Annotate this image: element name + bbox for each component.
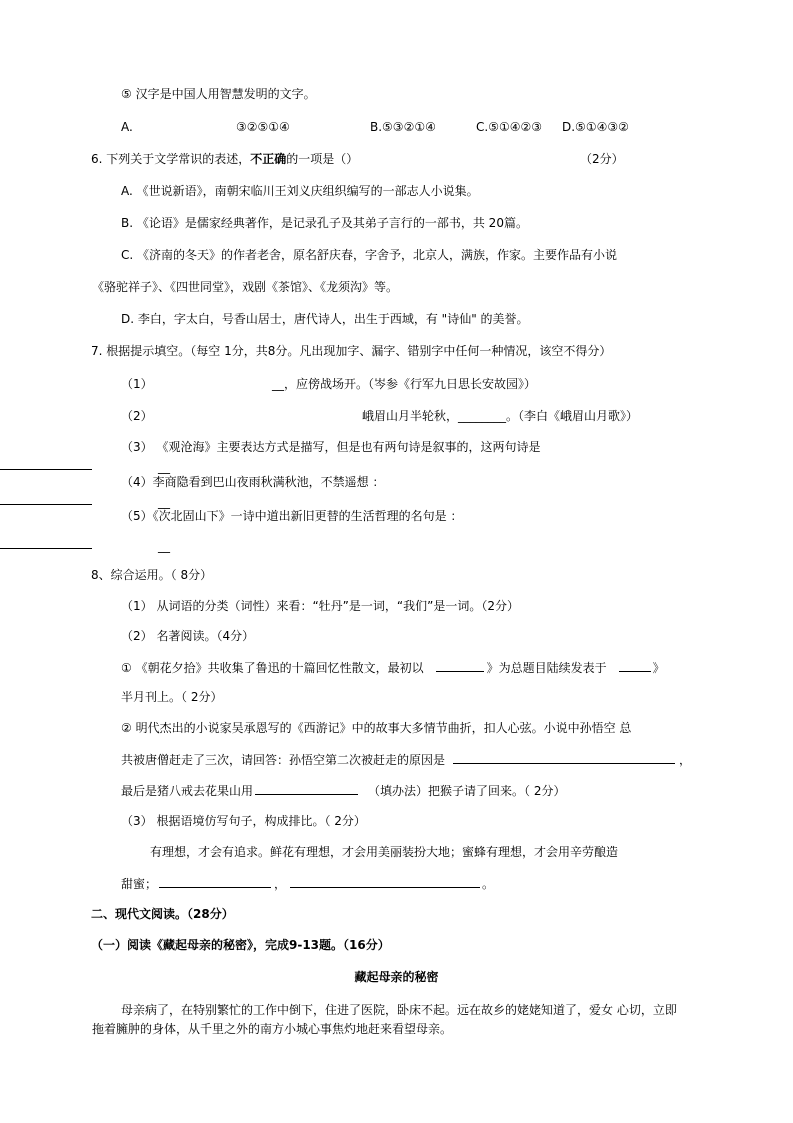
q7-s3-answer-line <box>0 469 92 470</box>
q8-part2b-blank2 <box>255 782 358 795</box>
q7-s2-blank: ________ <box>458 409 507 423</box>
q8-stem: 8、综合运用。（ 8分） <box>91 568 213 582</box>
q8-part3-line2-mid: ， <box>274 877 287 891</box>
q8-part2b-blank1 <box>453 751 675 764</box>
q6-option-c-line1: C. 《济南的冬天》的作者老舍，原名舒庆春，字舍予，北京人，满族，作家。主要作品有小说 <box>121 248 618 262</box>
q7-s2-line <box>362 408 638 424</box>
q8-part2a-blank2 <box>619 659 651 672</box>
q8-part2a-line2: 半月刊上。（ 2分） <box>121 690 223 704</box>
passage-para-line1: 母亲病了，在特别繁忙的工作中倒下，住进了医院，卧床不起。远在故乡的姥姥知道了，爱女 心切，立即 <box>121 1003 677 1017</box>
q5-option-a-value: ③②⑤①④ <box>236 120 290 134</box>
q5-option-d: D.⑤①④③② <box>562 120 629 134</box>
q7-s2-text: 峨眉山月半轮秋， <box>362 409 459 423</box>
q6-option-d: D. 李白，字太白，号香山居士，唐代诗人，出生于西域，有 "诗仙" 的美誉。 <box>121 312 529 326</box>
q8-part1: （1） 从词语的分类（词性）来看：“牡丹”是一词，“我们”是一词。（2分） <box>121 599 519 613</box>
q8-part2: （2） 名著阅读。（4分） <box>121 629 255 643</box>
q8-part2b-line3-pre: 最后是猪八戒去花果山用 <box>121 784 254 798</box>
section2-heading: 二、现代文阅读。（28分） <box>91 907 234 921</box>
q8-part3: （3） 根据语境仿写句子，构成排比。（ 2分） <box>121 814 366 828</box>
q8-part3-line2-end: 。 <box>482 877 495 891</box>
q7-s4-answer-line <box>0 504 92 505</box>
q7-s3-blank: __ <box>158 460 170 474</box>
q6-stem <box>91 151 358 167</box>
q5-option-a-label: A. <box>121 120 133 134</box>
q7-s3: （3） 《观沧海》主要表达方式是描写，但是也有两句诗是叙事的，这两句诗是 <box>121 440 541 454</box>
q5-item5: ⑤ 汉字是中国人用智慧发明的文字。 <box>121 87 316 101</box>
q6-stem-pre: 6. 下列关于文学常识的表述， <box>91 152 251 166</box>
q8-part2b-line2 <box>121 751 691 768</box>
q8-part3-line2-pre: 甜蜜； <box>121 877 158 891</box>
q7-s5-blank: __ <box>158 539 170 553</box>
q7-stem: 7. 根据提示填空。（每空 1分，共8分。凡出现加字、漏字、错别字中任何一种情况，该空不得分） <box>91 344 612 358</box>
q8-part2b-line3-post: （填办法）把猴子请了回来。（ 2分） <box>368 784 566 798</box>
q6-option-c-line2: 《骆驼祥子》、《四世同堂》，戏剧《茶馆》、《龙须沟》等。 <box>92 280 399 294</box>
q8-part3-line2 <box>121 875 494 892</box>
q8-part2a-blank1 <box>436 659 484 672</box>
q8-part2b-line2-pre: 共被唐僧赶走了三次，请回答：孙悟空第二次被赶走的原因是 <box>121 753 446 767</box>
passage-title: 藏起母亲的秘密 <box>354 970 439 984</box>
q7-s2-num: （2） <box>121 409 153 423</box>
q8-part2b-line3 <box>121 782 565 799</box>
q8-part2b-line1: ② 明代杰出的小说家吴承恩写的《西游记》中的故事大多情节曲折，扣人心弦。小说中孙悟空 总 <box>121 721 632 735</box>
q7-s2-source: 。（李白《峨眉山月歌》） <box>506 409 639 423</box>
section2-subheading: （一）阅读《藏起母亲的秘密》，完成9-13题。（16分） <box>91 938 390 952</box>
q6-stem-bold: 不正确 <box>250 152 287 166</box>
q7-s1-num: （1） <box>121 377 153 391</box>
q6-option-a: A. 《世说新语》，南朝宋临川王刘义庆组织编写的一部志人小说集。 <box>121 184 479 198</box>
q8-part3-context: 有理想，才会有追求。鲜花有理想，才会用美丽装扮大地；蜜蜂有理想，才会用辛劳酿造 <box>150 845 619 859</box>
q8-part2a-pre: ① 《朝花夕拾》共收集了鲁迅的十篇回忆性散文，最初以 <box>121 661 424 675</box>
q7-s1-blank: __ <box>272 377 284 391</box>
q8-part3-blank1 <box>159 875 271 888</box>
q7-s5: （5）《次北固山下》一诗中道出新旧更替的生活哲理的名句是 ： <box>121 509 463 523</box>
q8-part2a-end: 》 <box>652 661 665 675</box>
q5-option-b: B.⑤③②①④ <box>370 120 436 134</box>
q7-s1-line <box>272 376 536 392</box>
q6-option-b: B. 《论语》是儒家经典著作，是记录孔子及其弟子言行的一部书，共 20篇。 <box>121 216 528 230</box>
q6-score: （2分） <box>580 152 624 166</box>
q7-s5-answer-line <box>0 548 92 549</box>
q8-part2a-line1 <box>121 659 665 676</box>
q8-part3-blank2 <box>290 875 480 888</box>
q7-s1-text: ，应傍战场开。（岑参《行军九日思长安故园》） <box>284 377 537 391</box>
q7-s4-blank: __ <box>158 495 170 509</box>
passage-para-line2: 拖着臃肿的身体，从千里之外的南方小城心事焦灼地赶来看望母亲。 <box>92 1022 453 1036</box>
q8-part2a-mid: 》为总题目陆续发表于 <box>486 661 607 675</box>
q6-stem-post: 的一项是（） <box>286 152 359 166</box>
q8-part2b-line2-end: ， <box>679 753 692 767</box>
q5-option-c: C.⑤①④②③ <box>476 120 542 134</box>
q7-s4: （4）李商隐看到巴山夜雨秋满秋池，不禁遥想 ： <box>121 475 385 489</box>
